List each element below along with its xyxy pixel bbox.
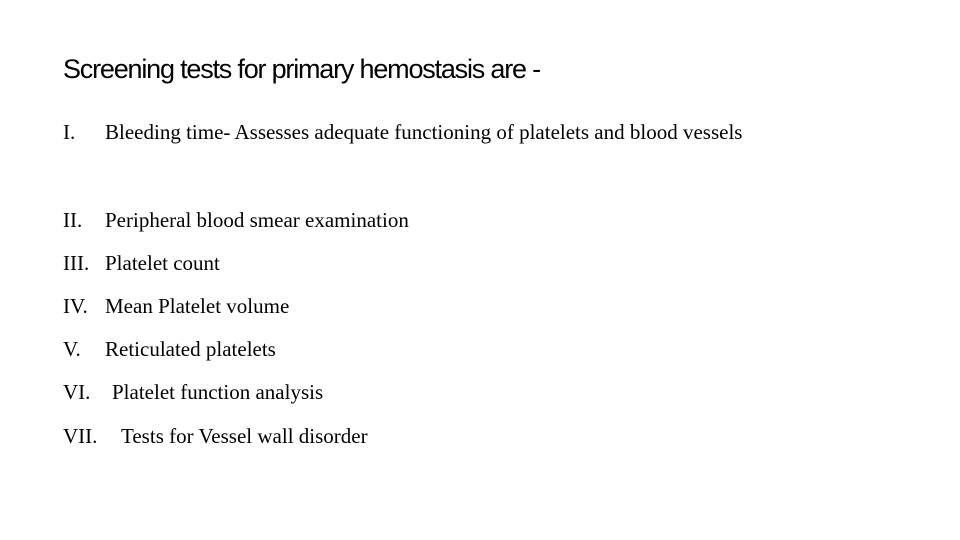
list-item-numeral: VI.	[63, 380, 91, 404]
list-item	[63, 208, 409, 233]
list-item-numeral: III.	[63, 251, 90, 275]
list-item-text: Mean Platelet volume	[105, 294, 290, 318]
list-item	[63, 294, 289, 319]
list-item-numeral: VII.	[63, 424, 98, 448]
list-item-numeral: IV.	[63, 294, 88, 318]
list-item-numeral: II.	[63, 208, 83, 232]
list-item-numeral: V.	[63, 337, 81, 361]
list-item	[63, 337, 276, 362]
list-item-text: Tests for Vessel wall disorder	[121, 424, 368, 448]
slide-title: Screening tests for primary hemostasis are -	[63, 54, 540, 84]
list-item-text: Bleeding time- Assesses adequate functioning of platelets and blood vessels	[105, 120, 743, 144]
list-item-text: Peripheral blood smear examination	[105, 208, 409, 232]
list-item-text: Platelet function analysis	[112, 380, 324, 404]
list-item	[63, 120, 742, 145]
list-item-text: Reticulated platelets	[105, 337, 276, 361]
list-item	[63, 380, 323, 405]
list-item-text: Platelet count	[105, 251, 220, 275]
list-item	[63, 424, 368, 449]
list-item	[63, 251, 220, 276]
list-item-numeral: I.	[63, 120, 76, 144]
